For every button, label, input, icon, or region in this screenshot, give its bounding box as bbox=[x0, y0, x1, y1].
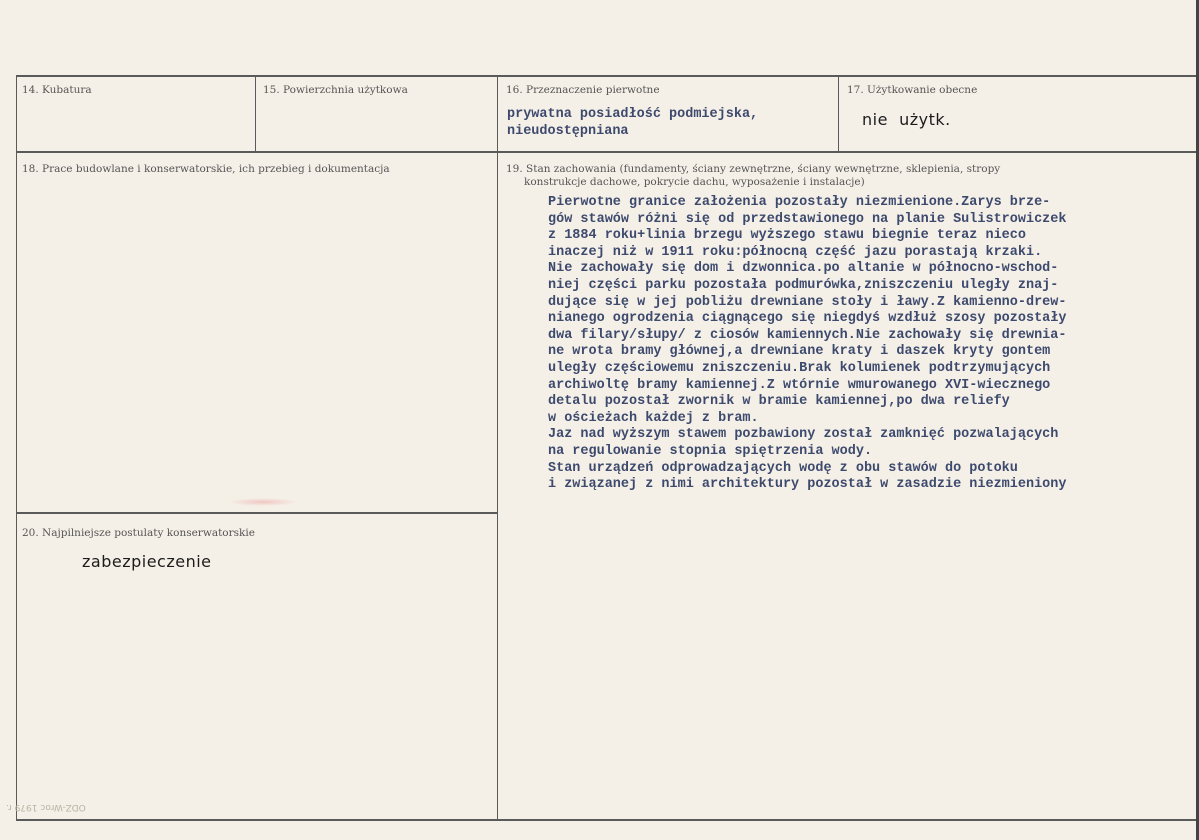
field-18-label: 18. Prace budowlane i konserwatorskie, ich przebieg i dokumentacja bbox=[22, 163, 390, 175]
field-19-text-line: Nie zachowały się dom i dzwonnica.po altanie w północno-wschod- bbox=[548, 261, 1059, 277]
field-15-label: 15. Powierzchnia użytkowa bbox=[263, 84, 408, 96]
lower-left-rule bbox=[16, 512, 497, 514]
footer-stamp: ODZ-Wroc 1979 r. bbox=[6, 802, 86, 812]
field-19-text-block bbox=[548, 195, 1196, 495]
top-rule bbox=[16, 75, 1196, 77]
field-14-label: 14. Kubatura bbox=[22, 84, 92, 96]
divider-15-16 bbox=[497, 75, 498, 821]
middle-rule bbox=[16, 151, 1196, 153]
field-19-text-line: Pierwotne granice założenia pozostały niezmienione.Zarys brze- bbox=[548, 195, 1051, 210]
field-19-text-line: archiwoltę bramy kamiennej.Z wtórnie wmurowanego XVI-wiecznego bbox=[548, 377, 1051, 393]
field-19-text-line: na regulowanie stopnia spiętrzenia wody. bbox=[548, 444, 873, 459]
field-19-text-line: uległy częściowemu zniszczeniu.Brak kolumienek podtrzymujących bbox=[548, 361, 1051, 376]
field-19-text-line: w ościeżach każdej z bram. bbox=[548, 410, 759, 426]
field-20-label: 20. Najpilniejsze postulaty konserwatorskie bbox=[22, 527, 255, 539]
field-19-text-line: inaczej niż w 1911 roku:północną część jazu porastają krzaki. bbox=[548, 244, 1043, 260]
red-smudge bbox=[228, 498, 298, 506]
field-19-text-line: gów stawów różni się od przedstawionego na planie Sulistrowiczek bbox=[548, 211, 1067, 227]
divider-14-15 bbox=[255, 75, 256, 152]
field-19-label-line-1: 19. Stan zachowania (fundamenty, ściany zewnętrzne, ściany wewnętrzne, sklepienia, stropy bbox=[506, 163, 1001, 175]
left-border bbox=[16, 75, 17, 821]
field-19-text-line: nianego ogrodzenia ciągnącego się niegdyś wzdłuż szosy pozostały bbox=[548, 311, 1067, 327]
field-19-text-line: z 1884 roku+linia brzegu wyższego stawu biegnie teraz nieco bbox=[548, 228, 1026, 244]
field-19-label-line-2: konstrukcje dachowe, pokrycie dachu, wyposażenie i instalacje) bbox=[524, 176, 865, 188]
field-19-text-line: i związanej z nimi architektury pozostał w zasadzie niezmieniony bbox=[548, 477, 1067, 493]
field-16-value-line-1: prywatna posiadłość podmiejska, bbox=[507, 107, 759, 122]
field-19-text-line: detalu pozostał zwornik w bramie kamiennej,po dwa reliefy bbox=[548, 394, 1010, 410]
field-17-handwritten-value: nie użytk. bbox=[862, 110, 951, 129]
bottom-rule bbox=[16, 819, 1196, 821]
field-17-label: 17. Użytkowanie obecne bbox=[847, 84, 978, 96]
field-19-text-line: ne wrota bramy głównej,a drewniane kraty i daszek kryty gontem bbox=[548, 344, 1051, 360]
field-20-handwritten-value: zabezpieczenie bbox=[82, 552, 212, 571]
field-16-value-line-2: nieudostępniana bbox=[507, 124, 629, 139]
field-19-text-line: dwa filary/słupy/ z ciosów kamiennych.Nie zachowały się drewnia- bbox=[548, 327, 1067, 343]
field-16-label: 16. Przeznaczenie pierwotne bbox=[506, 84, 660, 96]
field-19-text-line: Stan urządzeń odprowadzających wodę z obu stawów do potoku bbox=[548, 460, 1018, 476]
field-19-text-line: niej części parku pozostała podmurówka,zniszczeniu uległy znaj- bbox=[548, 278, 1059, 293]
field-19-text-line: Jaz nad wyższym stawem pozbawiony został zamknięć pozwalających bbox=[548, 427, 1059, 443]
field-19-text-line: dujące się w jej pobliżu drewniane stoły i ławy.Z kamienno-drew- bbox=[548, 294, 1067, 310]
divider-16-17 bbox=[838, 75, 839, 152]
